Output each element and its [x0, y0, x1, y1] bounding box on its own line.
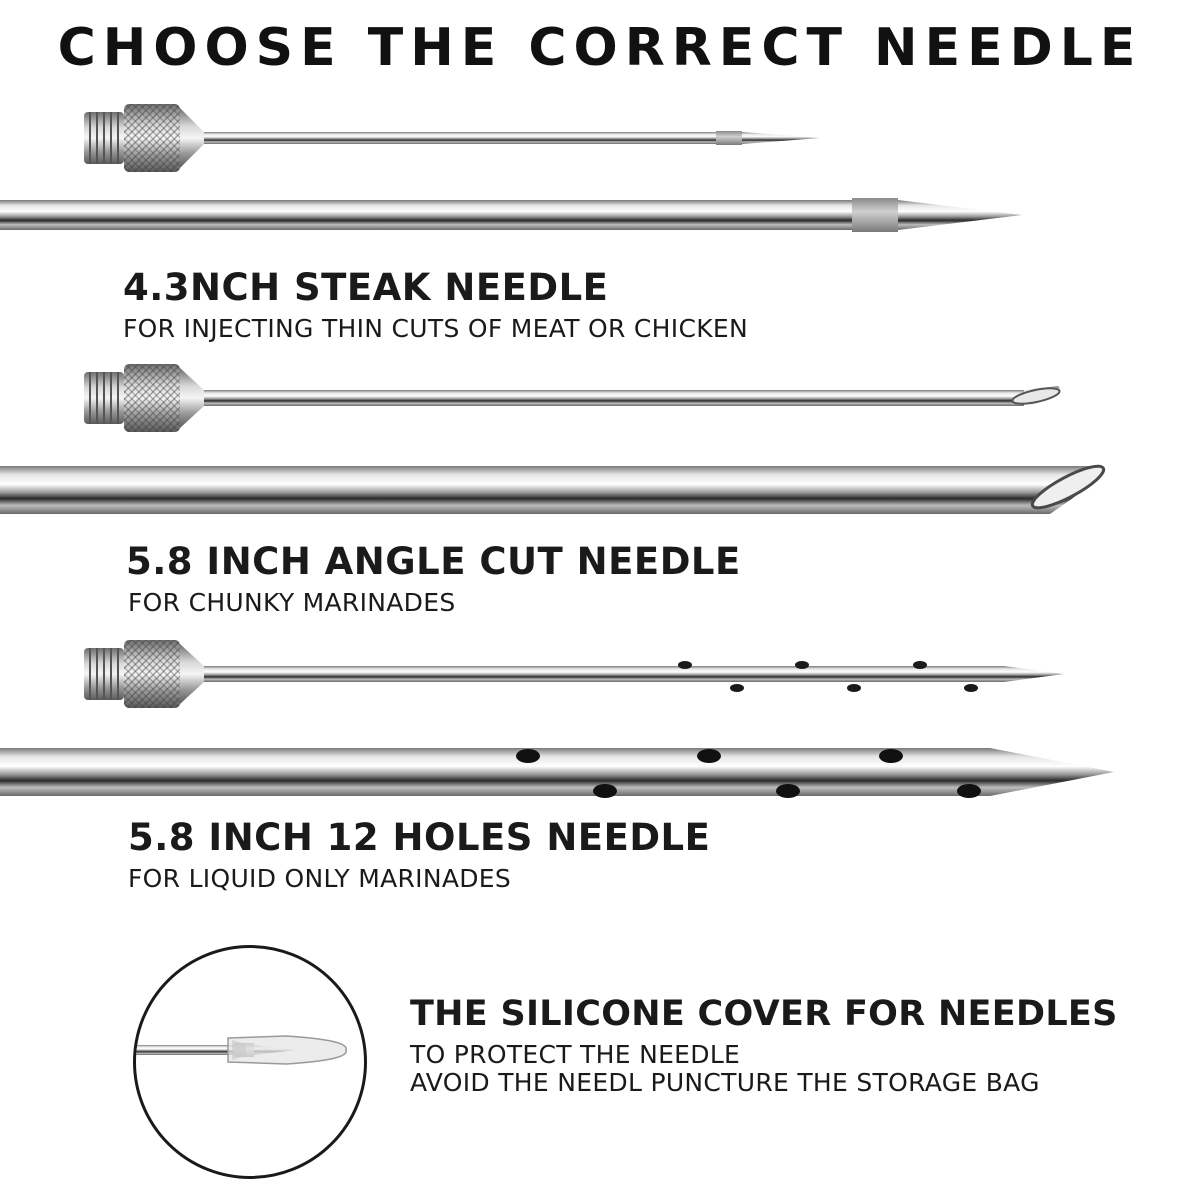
angle-cut-needle-subtitle: FOR CHUNKY MARINADES	[128, 588, 456, 617]
holes-needle-title: 5.8 INCH 12 HOLES NEEDLE	[128, 816, 711, 859]
steak-needle-title: 4.3NCH STEAK NEEDLE	[123, 266, 609, 309]
needle-hub-icon	[124, 364, 204, 432]
cover-description-line2: AVOID THE NEEDL PUNCTURE THE STORAGE BAG	[410, 1068, 1040, 1097]
page-title: CHOOSE THE CORRECT NEEDLE	[57, 18, 1143, 78]
needle-thread-icon	[84, 372, 124, 424]
holes-needle-illustration	[0, 636, 1200, 806]
holes-needle-subtitle: FOR LIQUID ONLY MARINADES	[128, 864, 512, 893]
cover-description-line1: TO PROTECT THE NEEDLE	[410, 1040, 741, 1069]
angle-cut-needle-title: 5.8 INCH ANGLE CUT NEEDLE	[126, 540, 741, 583]
silicone-cover-detail	[133, 945, 367, 1179]
needle-hub-icon	[124, 640, 204, 708]
needle-thread-icon	[84, 112, 124, 164]
cover-title: THE SILICONE COVER FOR NEEDLES	[410, 994, 1118, 1034]
needle-thread-icon	[84, 648, 124, 700]
steak-needle-illustration	[0, 100, 1200, 240]
steak-needle-subtitle: FOR INJECTING THIN CUTS OF MEAT OR CHICKEN	[123, 314, 748, 343]
angle-cut-needle-illustration	[0, 360, 1200, 530]
silicone-cover-icon	[136, 948, 364, 1176]
needle-hub-icon	[124, 104, 204, 172]
